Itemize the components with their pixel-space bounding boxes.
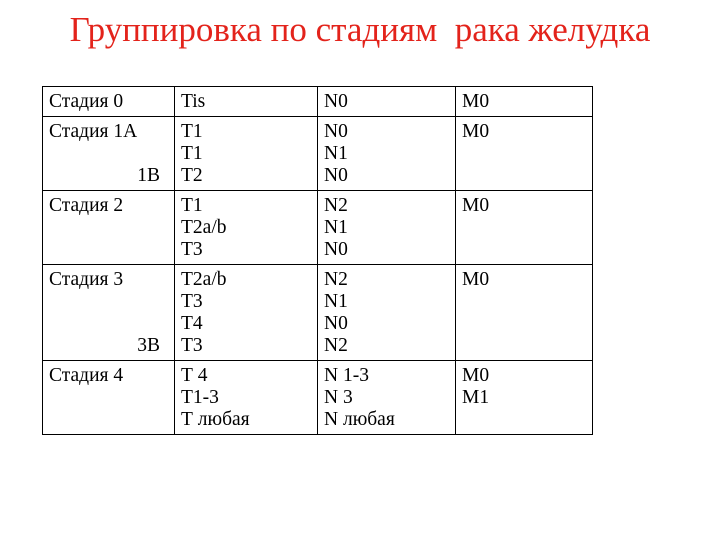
n-value: N0 xyxy=(324,91,348,112)
stage-cell xyxy=(43,117,175,191)
m-value: M0 xyxy=(462,91,490,112)
m-value: M0 xyxy=(462,121,490,142)
m-cell xyxy=(456,87,593,117)
n-value: N0 xyxy=(324,313,348,334)
n-cell xyxy=(318,191,456,265)
n-value: N 3 xyxy=(324,387,353,408)
stage-sublabel: 1В xyxy=(137,165,160,186)
n-value: N0 xyxy=(324,165,348,186)
t-value: Т1 xyxy=(181,143,203,164)
stage-label: Стадия 4 xyxy=(49,365,124,386)
t-cell xyxy=(175,265,318,361)
n-cell xyxy=(318,265,456,361)
n-value: N 1-3 xyxy=(324,365,369,386)
t-value: Tis xyxy=(181,91,206,112)
t-cell xyxy=(175,361,318,435)
table-row xyxy=(43,87,593,117)
n-value: N1 xyxy=(324,217,348,238)
m-value: M0 xyxy=(462,195,490,216)
table-body xyxy=(43,87,593,435)
t-value: Т1 xyxy=(181,121,203,142)
stage-label: Стадия 0 xyxy=(49,91,124,112)
t-value: Т2а/b xyxy=(181,269,227,290)
stage-sublabel: 3В xyxy=(137,335,160,356)
t-value: Т3 xyxy=(181,291,203,312)
t-cell xyxy=(175,191,318,265)
n-value: N1 xyxy=(324,143,348,164)
table-row xyxy=(43,117,593,191)
n-cell xyxy=(318,87,456,117)
stage-cell xyxy=(43,191,175,265)
stage-cell xyxy=(43,361,175,435)
t-value: Т3 xyxy=(181,239,203,260)
t-cell xyxy=(175,117,318,191)
stage-grouping-table xyxy=(42,86,593,435)
table-row xyxy=(43,265,593,361)
stage-label: Стадия 3 xyxy=(49,269,124,290)
table-row xyxy=(43,191,593,265)
n-value: N1 xyxy=(324,291,348,312)
m-cell xyxy=(456,117,593,191)
m-cell xyxy=(456,361,593,435)
t-value: Т2а/b xyxy=(181,217,227,238)
n-value: N2 xyxy=(324,195,348,216)
t-value: Т1 xyxy=(181,195,203,216)
m-value: M0 xyxy=(462,269,490,290)
n-cell xyxy=(318,117,456,191)
n-value: N любая xyxy=(324,409,395,430)
t-value: Т3 xyxy=(181,335,203,356)
stage-cell xyxy=(43,87,175,117)
table-row xyxy=(43,361,593,435)
n-value: N0 xyxy=(324,239,348,260)
stage-cell xyxy=(43,265,175,361)
m-cell xyxy=(456,191,593,265)
t-value: Т 4 xyxy=(181,365,208,386)
m-cell xyxy=(456,265,593,361)
n-value: N2 xyxy=(324,335,348,356)
n-cell xyxy=(318,361,456,435)
stage-label: Стадия 1А xyxy=(49,121,138,142)
stage-label: Стадия 2 xyxy=(49,195,124,216)
m-value: M0 xyxy=(462,365,490,386)
t-value: Т4 xyxy=(181,313,203,334)
t-value: Т2 xyxy=(181,165,203,186)
t-value: Т любая xyxy=(181,409,250,430)
m-value: M1 xyxy=(462,387,490,408)
n-value: N0 xyxy=(324,121,348,142)
t-cell xyxy=(175,87,318,117)
page-title: Группировка по стадиям рака желудка xyxy=(69,10,651,49)
t-value: Т1-3 xyxy=(181,387,219,408)
n-value: N2 xyxy=(324,269,348,290)
